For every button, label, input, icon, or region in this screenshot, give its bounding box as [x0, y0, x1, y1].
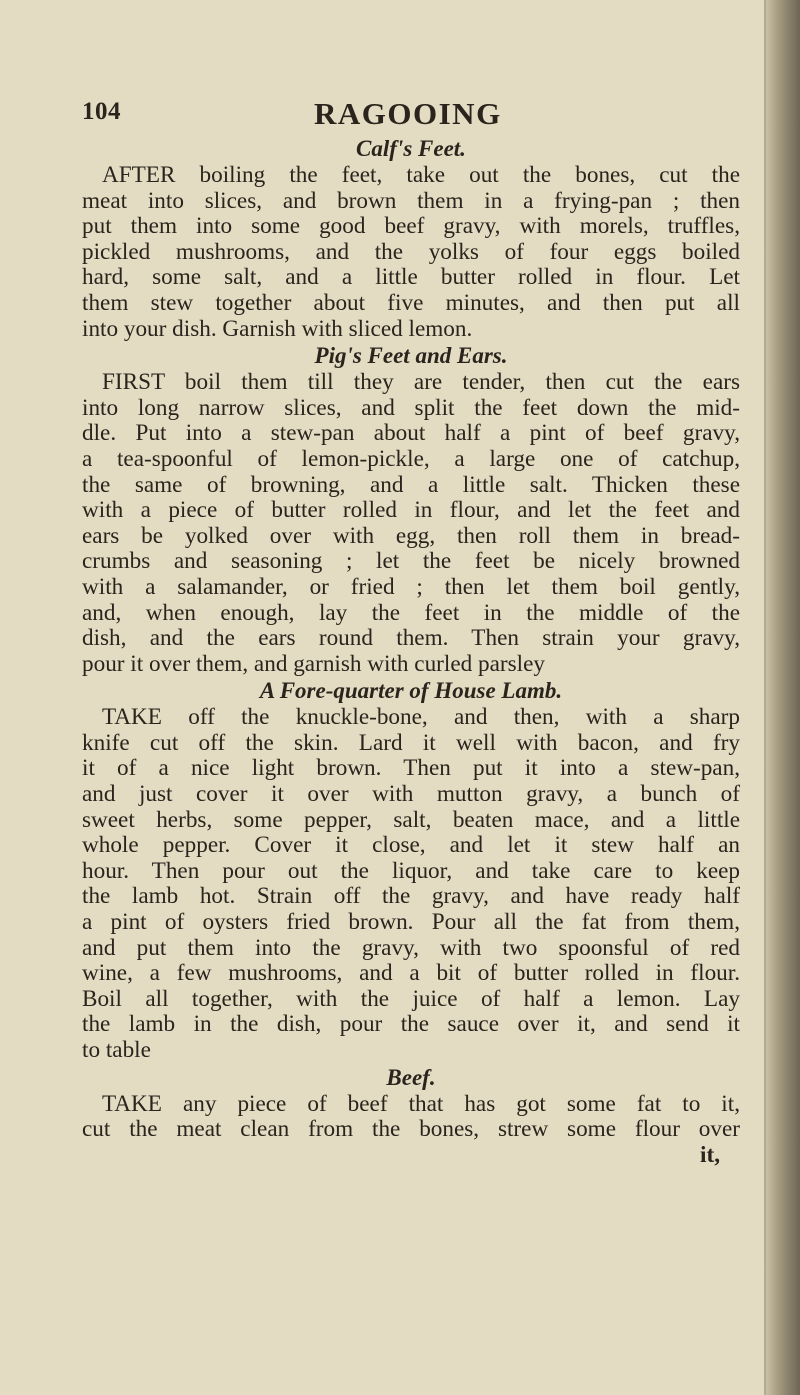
text-line: with a salamander, or fried ; then let them boil gently, [82, 573, 740, 600]
page-text [82, 135, 740, 1168]
text-line: hard, some salt, and a little butter rolled in flour. Let [82, 264, 740, 291]
page-header [82, 96, 762, 136]
text-line: them stew together about five minutes, and then put all [82, 289, 740, 316]
page-number: 104 [82, 98, 121, 125]
text-line: pour it over them, and garnish with curled parsley [82, 650, 545, 677]
recipe-title: Calf's Feet. [356, 136, 466, 161]
text-line: and just cover it over with mutton gravy, a bunch of [82, 781, 740, 808]
text-line: ears be yolked over with egg, then roll them in bread- [82, 522, 740, 549]
text-line: with a piece of butter rolled in flour, and let the feet and [82, 497, 740, 524]
text-line: crumbs and seasoning ; let the feet be nicely browned [82, 548, 740, 575]
recipe-title: Beef. [386, 1064, 436, 1090]
text-line: the lamb in the dish, pour the sauce over it, and send it [82, 1011, 740, 1038]
text-line: sweet herbs, some pepper, salt, beaten mace, and a little [82, 806, 740, 833]
text-line: into long narrow slices, and split the feet down the mid- [82, 394, 740, 421]
text-line: the lamb hot. Strain off the gravy, and have ready half [82, 883, 740, 910]
text-line: a tea-spoonful of lemon-pickle, a large one of catchup, [82, 445, 740, 472]
text-line: a pint of oysters fried brown. Pour all the fat from them, [82, 909, 740, 936]
text-line: Boil all together, with the juice of half a lemon. Lay [82, 985, 740, 1012]
running-head: RAGOOING [314, 96, 502, 131]
page-edge [766, 0, 800, 1395]
text-line: the same of browning, and a little salt. Thicken these [82, 471, 740, 498]
text-line: whole pepper. Cover it close, and let it stew half an [82, 832, 740, 859]
text-line: to table [82, 1037, 151, 1063]
text-line: cut the meat clean from the bones, strew some flour over [82, 1116, 740, 1143]
text-line: meat into slices, and brown them in a frying-pan ; then [82, 187, 740, 214]
text-line: wine, a few mushrooms, and a bit of butter rolled in flour. [82, 960, 740, 987]
text-line: hour. Then pour out the liquor, and take care to keep [82, 857, 740, 884]
text-line: AFTER boiling the feet, take out the bones, cut the [102, 162, 740, 188]
recipe-title: A Fore-quarter of House Lamb. [259, 678, 563, 704]
text-line: into your dish. Garnish with sliced lemon. [82, 315, 473, 342]
text-line: dish, and the ears round them. Then strain your gravy, [82, 625, 740, 652]
text-line: FIRST boil them till they are tender, then cut the ears [102, 369, 740, 396]
text-line: dle. Put into a stew-pan about half a pint of beef gravy, [82, 420, 740, 447]
text-line: and put them into the gravy, with two spoonsful of red [82, 934, 740, 961]
text-line: TAKE any piece of beef that has got some fat to it, [102, 1090, 740, 1117]
text-line: and, when enough, lay the feet in the middle of the [82, 599, 740, 626]
catchword: it, [700, 1141, 720, 1168]
text-line: pickled mushrooms, and the yolks of four eggs boiled [82, 238, 740, 265]
text-line: knife cut off the skin. Lard it well with bacon, and fry [82, 729, 740, 756]
text-line: TAKE off the knuckle-bone, and then, with a sharp [102, 704, 740, 731]
recipe-title: Pig's Feet and Ears. [314, 343, 508, 369]
text-line: it of a nice light brown. Then put it into a stew-pan, [82, 755, 740, 782]
text-line: put them into some good beef gravy, with morels, truffles, [82, 213, 740, 240]
